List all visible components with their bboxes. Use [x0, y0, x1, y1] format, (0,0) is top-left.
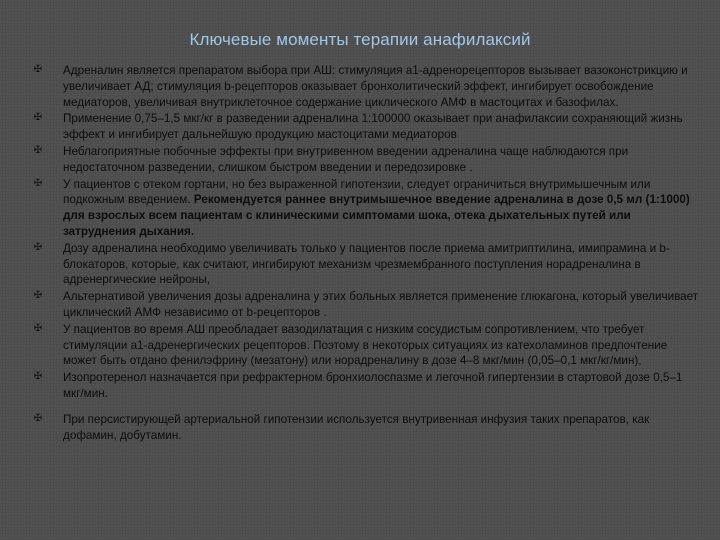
- item-text: Адреналин является препаратом выбора при АШ: стимуляция a1-адренорецепторов вызывает вазоконстрикцию и увеличивает АД; стимуляция b-рецепторов оказывает бронхолитический эффект, ингибирует освобождение медиаторов, увеличивая внутриклеточное содержание циклического АМФ в мастоцитах и базофилах.: [63, 64, 688, 109]
- ornate-bullet-icon: ✠: [33, 64, 43, 75]
- ornate-bullet-icon: ✠: [33, 290, 43, 302]
- ornate-bullet-icon: ✠: [33, 112, 43, 124]
- item-text: Дозу адреналина необходимо увеличивать только у пациентов после приема амитриптилина, имипрамина и b-блокаторов, которые, как считают, ингибируют механизм чрезмембранного поступления норадреналина в адренергические нейроны,: [63, 241, 670, 287]
- list-item: [0, 177, 699, 240]
- ornate-bullet-icon: ✠: [33, 412, 43, 424]
- list-item: [0, 111, 699, 143]
- item-text: Применение 0,75–1,5 мкг/кг в разведении адреналина 1:100000 оказывает при анафилаксии сохраняющий жизнь эффект и ингибирует дальнейшую продукцию мастоцитами медиаторов: [63, 112, 683, 142]
- bullet-list: [0, 63, 699, 444]
- list-item: [0, 144, 699, 176]
- ornate-bullet-icon: ✠: [33, 322, 43, 334]
- item-text: Альтернативой увеличения дозы адреналина у этих больных является применение глюкагона, который увеличивает циклический АМФ независимо от b-рецепторов .: [63, 290, 699, 319]
- ornate-bullet-icon: ✠: [33, 177, 43, 189]
- ornate-bullet-icon: ✠: [33, 371, 43, 383]
- item-text: Изопротеренол назначается при рефрактерном бронхиолоспазме и легочной гипертензии в стартовой дозе 0,5–1 мкг/мин.: [63, 371, 683, 400]
- item-text: У пациентов во время АШ преобладает вазодилатация с низким сосудистым сопротивлением, что требует стимуляции а1-адренергических рецепторов. Поэтому в некоторых ситуациях из катехоламинов предпочтение может быть отдано фенилэфрину (мезатону) или норадреналину в дозе 4–8 мкг/мин (0,05–0,1 мкг/кг/мин),: [63, 322, 668, 368]
- list-spacer: [0, 403, 699, 411]
- list-item: [0, 289, 699, 321]
- ornate-bullet-icon: ✠: [33, 241, 43, 253]
- item-text: При персистирующей артериальной гипотензии используется внутривенная инфузия таких препаратов, как дофамин, добутамин.: [63, 412, 650, 442]
- list-item: [0, 63, 699, 110]
- slide-title: Ключевые моменты терапии анафилаксий: [189, 30, 531, 49]
- list-item: [0, 241, 699, 288]
- list-item: [0, 322, 699, 369]
- ornate-bullet-icon: ✠: [33, 144, 43, 156]
- item-text: Неблагоприятные побочные эффекты при внутривенном введении адреналина чаще наблюдаются при недостаточном разведении, слишком быстром введении и передозировке .: [63, 144, 629, 174]
- item-text: У пациентов с отеком гортани, но без выраженной гипотензии, следует ограничиться внутримышечным или подкожным введением.: [63, 177, 651, 207]
- list-item: [0, 412, 699, 444]
- item-bold-text: Рекомендуется раннее внутримышечное введение адреналина в дозе 0,5 мл (1:1000) для взрослых всем пациентам с клиническими симптомами шока, отека дыхательных путей или затруднения дыхания.: [63, 193, 690, 238]
- list-item: [0, 370, 699, 402]
